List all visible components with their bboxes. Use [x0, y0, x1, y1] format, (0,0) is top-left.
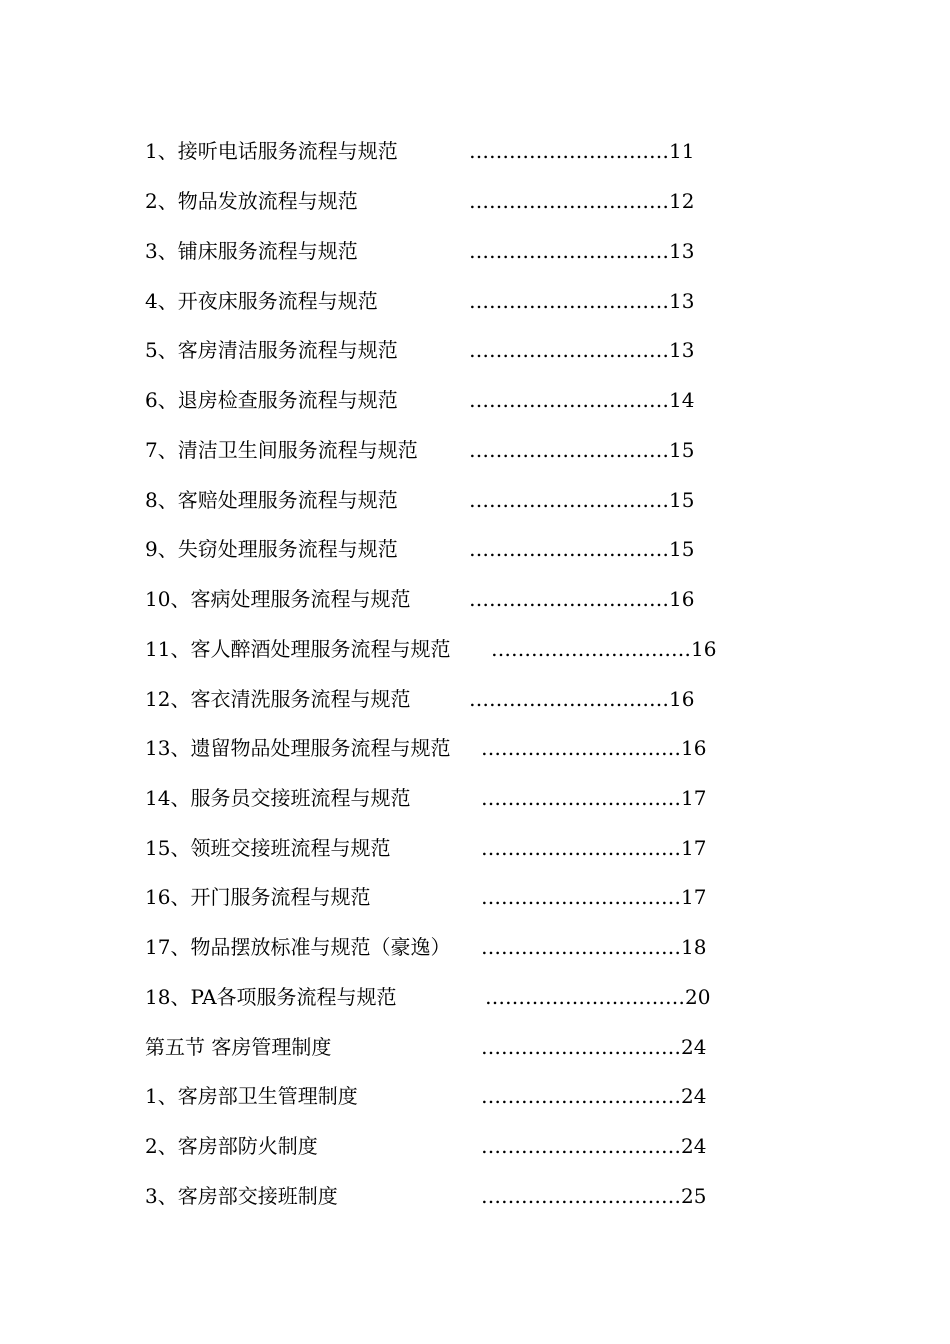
toc-entry-title: 3、铺床服务流程与规范 [145, 239, 358, 263]
toc-entry-title: 9、失窃处理服务流程与规范 [145, 537, 398, 561]
toc-leader-dots: ………………………… [469, 338, 669, 362]
toc-page-number: 15 [669, 488, 695, 512]
toc-entry-title: 1、接听电话服务流程与规范 [145, 139, 398, 163]
toc-leader-dots: ………………………… [469, 587, 669, 611]
toc-page-number: 17 [681, 836, 707, 860]
toc-leader-dots: ………………………… [469, 687, 669, 711]
toc-leader-dots: ………………………… [469, 438, 669, 462]
toc-entry-title: 7、清洁卫生间服务流程与规范 [145, 438, 418, 462]
toc-entry-title: 13、遗留物品处理服务流程与规范 [145, 736, 451, 760]
toc-entry-title: 4、开夜床服务流程与规范 [145, 289, 378, 313]
toc-leader-dots: ………………………… [469, 488, 669, 512]
toc-leader-dots: ………………………… [469, 537, 669, 561]
toc-entry-title: 2、客房部防火制度 [145, 1134, 318, 1158]
toc-page-number: 18 [681, 935, 707, 959]
toc-page-number: 15 [669, 537, 695, 561]
toc-page-number: 24 [681, 1084, 707, 1108]
toc-entry-title: 1、客房部卫生管理制度 [145, 1084, 358, 1108]
toc-entry-title: 11、客人醉酒处理服务流程与规范 [145, 637, 451, 661]
toc-leader-dots: ………………………… [481, 1184, 681, 1208]
toc-leader-dots: ………………………… [481, 836, 681, 860]
toc-leader-dots: ………………………… [481, 1084, 681, 1108]
toc-entry-title: 14、服务员交接班流程与规范 [145, 786, 411, 810]
toc-page-number: 11 [669, 139, 695, 163]
toc-leader-dots: ………………………… [481, 885, 681, 909]
toc-leader-dots: ………………………… [481, 1035, 681, 1059]
toc-entry-title: 17、物品摆放标准与规范（豪逸） [145, 935, 451, 959]
toc-entry-title: 5、客房清洁服务流程与规范 [145, 338, 398, 362]
toc-page-number: 13 [669, 338, 695, 362]
toc-page-number: 16 [669, 687, 695, 711]
toc-leader-dots: ………………………… [481, 786, 681, 810]
toc-entry-title: 第五节 客房管理制度 [145, 1035, 332, 1059]
toc-page-number: 17 [681, 786, 707, 810]
toc-page-number: 16 [681, 736, 707, 760]
toc-page-number: 16 [669, 587, 695, 611]
toc-page-number: 25 [681, 1184, 707, 1208]
toc-entry-title: 8、客赔处理服务流程与规范 [145, 488, 398, 512]
toc-leader-dots: ………………………… [469, 139, 669, 163]
toc-leader-dots: ………………………… [481, 736, 681, 760]
toc-page-number: 24 [681, 1035, 707, 1059]
toc-page-number: 24 [681, 1134, 707, 1158]
toc-leader-dots: ………………………… [481, 935, 681, 959]
toc-leader-dots: ………………………… [469, 189, 669, 213]
toc-entry-title: 15、领班交接班流程与规范 [145, 836, 391, 860]
toc-page-number: 14 [669, 388, 695, 412]
toc-entry-title: 10、客病处理服务流程与规范 [145, 587, 411, 611]
toc-page-number: 12 [669, 189, 695, 213]
toc-entry-title: 2、物品发放流程与规范 [145, 189, 358, 213]
toc-entry-title: 12、客衣清洗服务流程与规范 [145, 687, 411, 711]
toc-page-number: 13 [669, 289, 695, 313]
toc-entry-title: 16、开门服务流程与规范 [145, 885, 371, 909]
toc-leader-dots: ………………………… [485, 985, 685, 1009]
toc-page-number: 17 [681, 885, 707, 909]
toc-leader-dots: ………………………… [469, 239, 669, 263]
toc-page-number: 15 [669, 438, 695, 462]
toc-leader-dots: ………………………… [481, 1134, 681, 1158]
toc-page-number: 20 [685, 985, 711, 1009]
toc-leader-dots: ………………………… [469, 289, 669, 313]
toc-page-number: 13 [669, 239, 695, 263]
toc-leader-dots: ………………………… [491, 637, 691, 661]
toc-entry-title: 18、PA各项服务流程与规范 [145, 985, 397, 1009]
toc-leader-dots: ………………………… [469, 388, 669, 412]
toc-page-number: 16 [691, 637, 717, 661]
toc-entry-title: 6、退房检查服务流程与规范 [145, 388, 398, 412]
toc-entry-title: 3、客房部交接班制度 [145, 1184, 338, 1208]
